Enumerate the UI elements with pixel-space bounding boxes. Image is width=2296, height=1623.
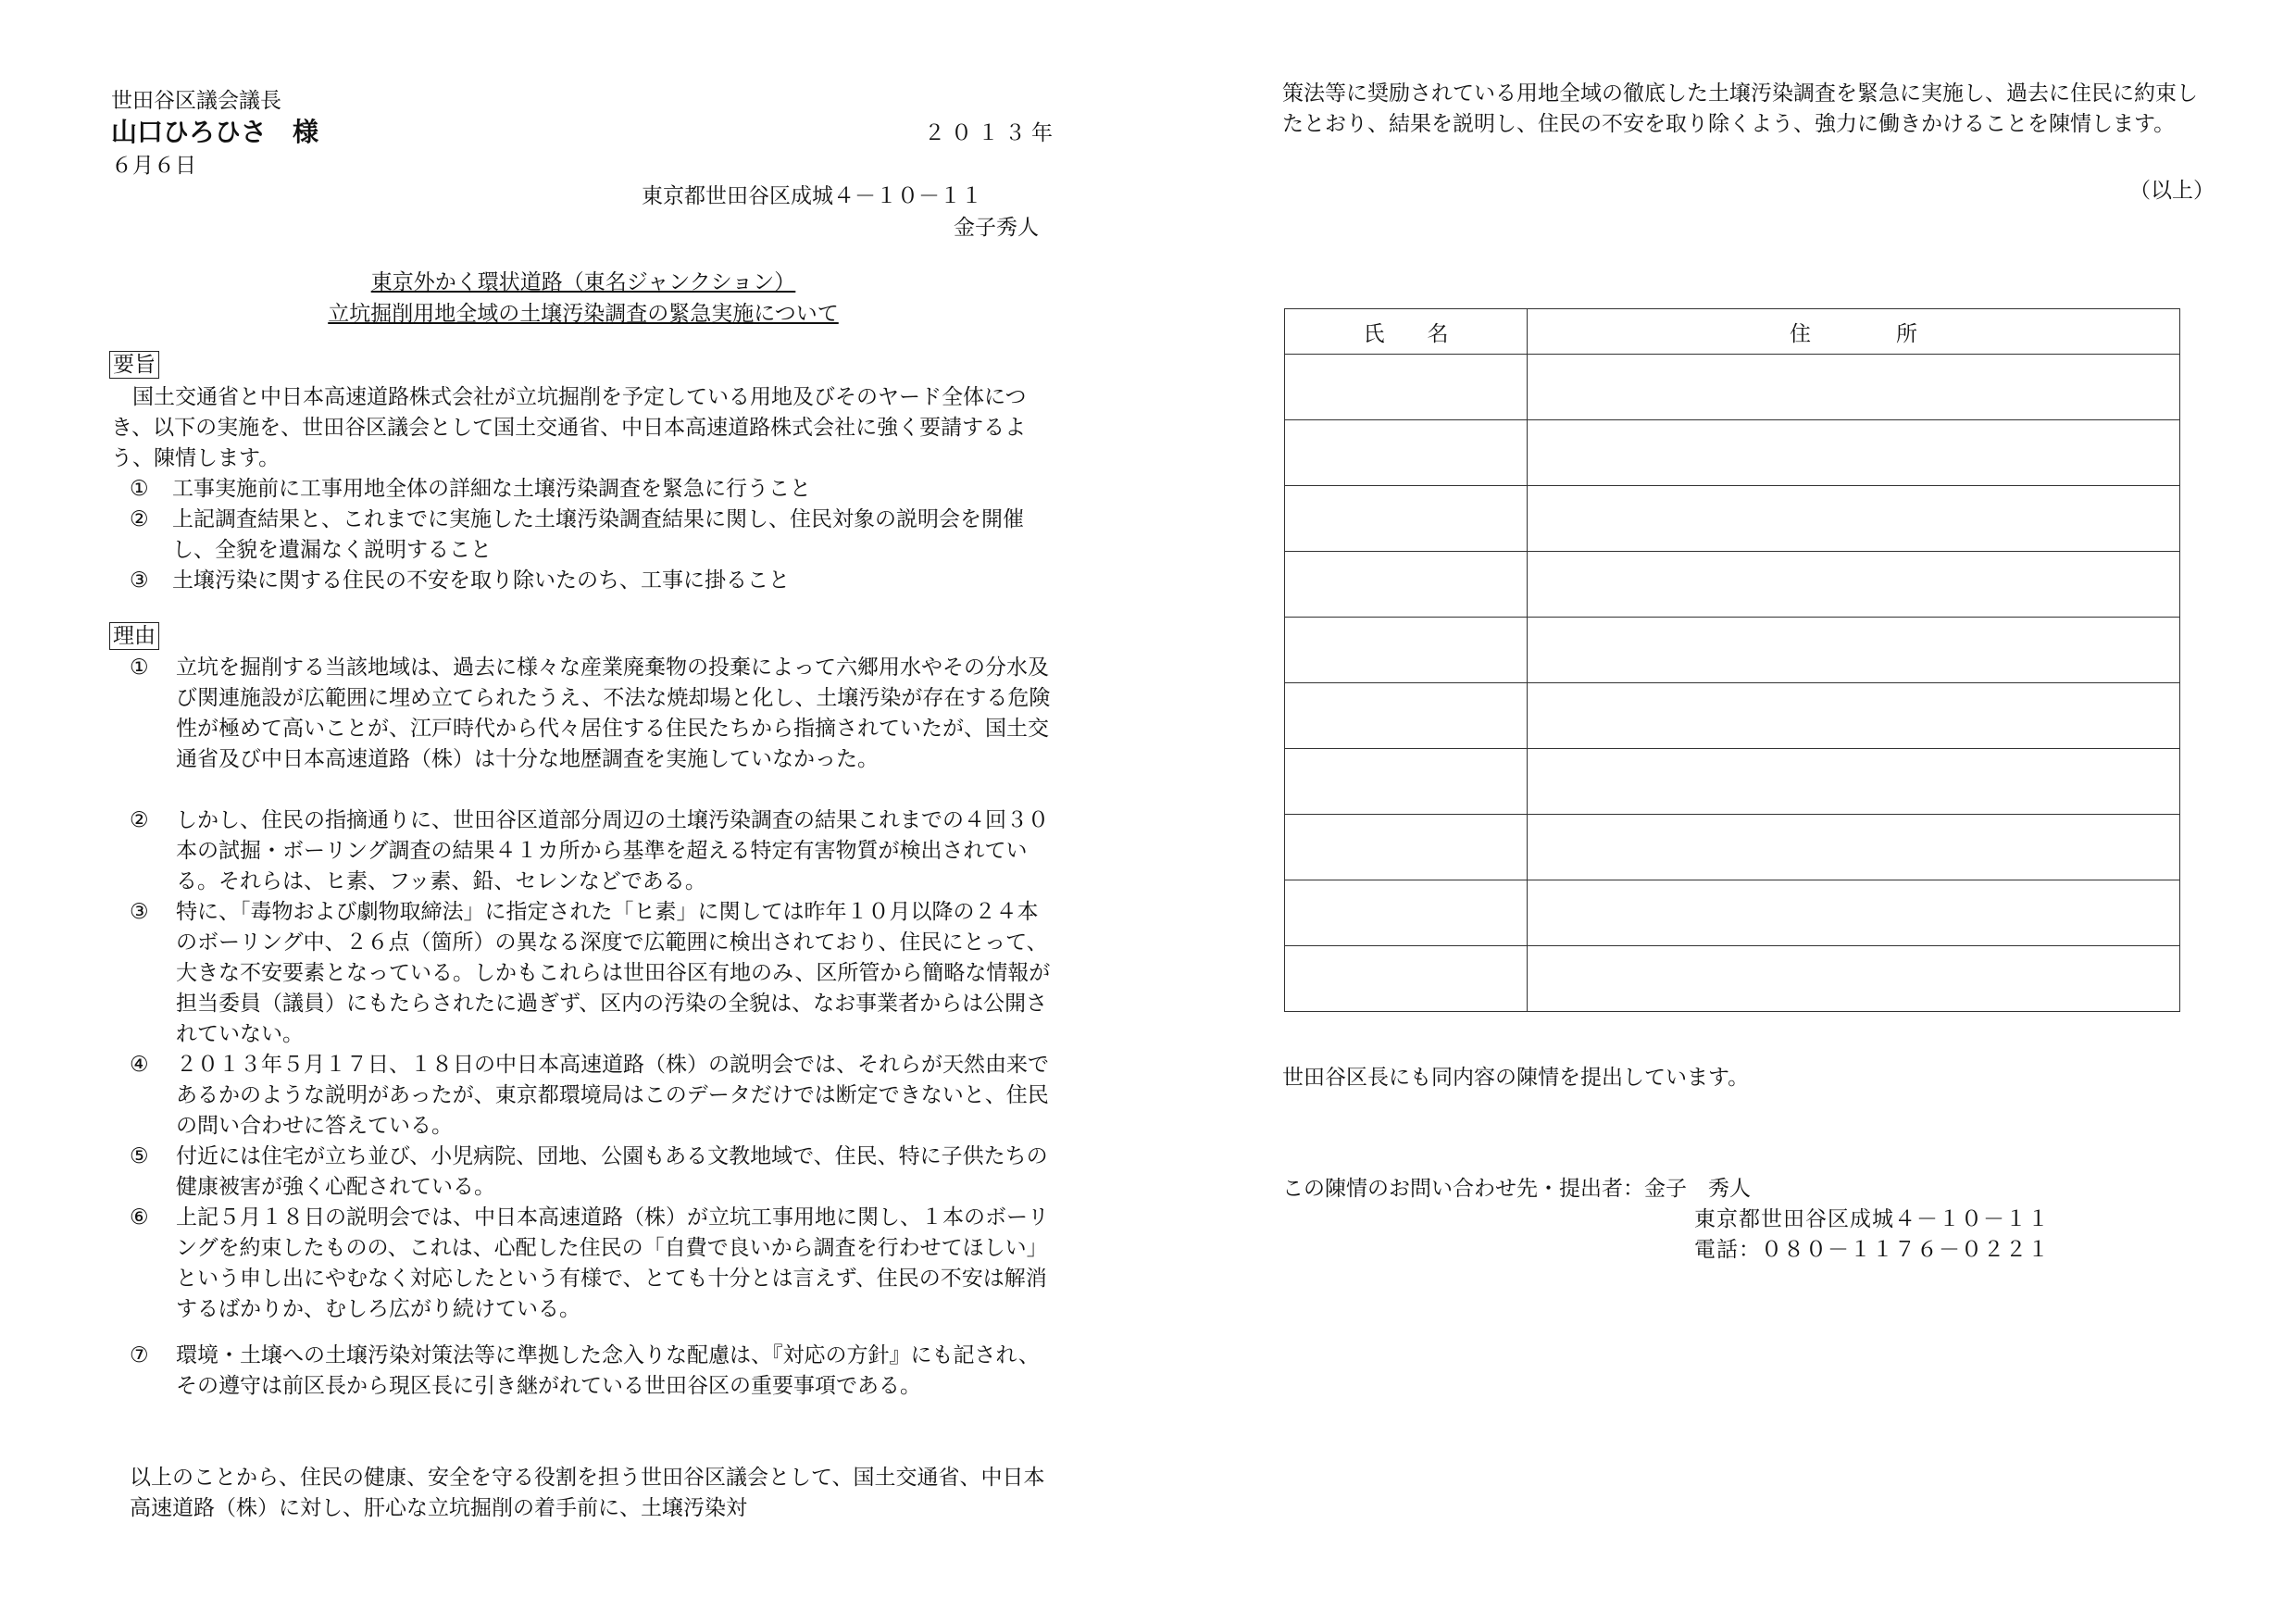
reason-item-number: ⑥: [130, 1205, 149, 1230]
same-petition-note: 世田谷区長にも同内容の陳情を提出しています。: [1282, 1066, 1750, 1090]
address-cell[interactable]: [1528, 946, 2180, 1012]
address-cell[interactable]: [1528, 880, 2180, 946]
name-cell[interactable]: [1285, 486, 1528, 552]
right-page: [1148, 0, 2296, 1623]
reason-item-number: ①: [130, 655, 149, 680]
address-cell[interactable]: [1528, 618, 2180, 683]
table-row: [1285, 749, 2180, 815]
name-cell[interactable]: [1285, 815, 1528, 880]
name-cell[interactable]: [1285, 618, 1528, 683]
reason-item-text: 付近には住宅が立ち並び、小児病院、団地、公園もある文教地域で、住民、特に子供たちの健康被害が強く心配されている。: [176, 1144, 1048, 1199]
addressee-name: 山口ひろひさ 様: [111, 117, 319, 147]
reason-item-text: しかし、住民の指摘通りに、世田谷区道部分周辺の土壌汚染調査の結果これまでの４回３０本の試掘・ボーリング調査の結果４１カ所から基準を超える特定有害物質が検出されている。それらは、ヒ素、フッ素、鉛、セレンなどである。: [176, 808, 1049, 893]
summary-item: [130, 474, 1055, 505]
reason-item-number: ②: [130, 808, 149, 832]
title-line-2-text: 立坑掘削用地全域の土壌汚染調査の緊急実施について: [328, 302, 839, 326]
reason-item-text: 特に、「毒物および劇物取締法」に指定された「ヒ素」に関しては昨年１０月以降の２４本のボーリング中、２６点（箇所）の異なる深度で広範囲に検出されており、住民にとって、大きな不安要素となっている。しかもこれらは世田谷区有地のみ、区所管から簡略な情報が担当委員（議員）にもたらされたに過ぎず、区内の汚染の全貌は、なお事業者からは公開されていない。: [176, 900, 1051, 1046]
reason-item-text: 環境・土壌への土壌汚染対策法等に準拠した念入りな配慮は、『対応の方針』にも記され、その遵守は前区長から現区長に引き継がれている世田谷区の重要事項である。: [176, 1343, 1040, 1398]
date-month-day: ６月６日: [111, 154, 196, 178]
sender-address: 東京都世田谷区成城４－１０－１１: [642, 184, 982, 208]
name-cell[interactable]: [1285, 946, 1528, 1012]
reason-item: [130, 897, 1055, 1050]
summary-item-text: 土壌汚染に関する住民の不安を取り除いたのち、工事に掛ること: [172, 568, 790, 593]
summary-item-text: 上記調査結果と、これまでに実施した土壌汚染調査結果に関し、住民対象の説明会を開催し、全貌を遺漏なく説明すること: [172, 507, 1024, 562]
reason-item: [130, 1050, 1055, 1142]
reason-item: [130, 653, 1055, 775]
title-line-1-text: 東京外かく環状道路（東名ジャンクション）: [370, 270, 796, 294]
summary-item: [130, 505, 1055, 566]
conclusion-left: 以上のことから、住民の健康、安全を守る役割を担う世田谷区議会として、国土交通省、中日本高速道路（株）に対し、肝心な立坑掘削の着手前に、土壌汚染対: [130, 1466, 1045, 1520]
reason-item-text: 立坑を掘削する当該地域は、過去に様々な産業廃棄物の投棄によって六郷用水やその分水及び関連施設が広範囲に埋め立てられたうえ、不法な焼却場と化し、土壌汚染が存在する危険性が極めて高いことが、江戸時代から代々居住する住民たちから指摘されていたが、国土交通省及び中日本高速道路（株）は十分な地歴調査を実施していなかった。: [176, 655, 1051, 771]
contact-label: この陳情のお問い合わせ先・提出者：金子 秀人: [1282, 1177, 1751, 1201]
title-line-1: [111, 265, 1055, 295]
summary-item-number: ②: [130, 507, 149, 531]
reason-item: [130, 805, 1055, 897]
address-cell[interactable]: [1528, 552, 2180, 618]
address-cell[interactable]: [1528, 420, 2180, 486]
name-cell[interactable]: [1285, 355, 1528, 420]
reason-item: [130, 1142, 1055, 1203]
address-cell[interactable]: [1528, 355, 2180, 420]
header-name: 氏 名: [1285, 309, 1528, 355]
reason-item-number: ⑤: [130, 1144, 149, 1168]
date-year: ２０１３年: [924, 121, 1058, 145]
address-cell[interactable]: [1528, 486, 2180, 552]
reason-item: [130, 1203, 1055, 1325]
reason-item: [130, 1341, 1055, 1402]
summary-label: 要旨: [109, 351, 159, 379]
table-row: [1285, 355, 2180, 420]
table-row: [1285, 946, 2180, 1012]
table-row: [1285, 618, 2180, 683]
address-cell[interactable]: [1528, 683, 2180, 749]
summary-item-text: 工事実施前に工事用地全体の詳細な土壌汚染調査を緊急に行うこと: [172, 477, 811, 501]
reason-item-number: ⑦: [130, 1343, 149, 1367]
addressee-office: 世田谷区議会議長: [111, 89, 281, 113]
table-row: [1285, 420, 2180, 486]
table-row: [1285, 880, 2180, 946]
reason-item-text: 上記５月１８日の説明会では、中日本高速道路（株）が立坑工事用地に関し、１本のボーリングを約束したものの、これは、心配した住民の「自費で良いから調査を行わせてほしい」という申し出にやむなく対応したという有様で、とても十分とは言えず、住民の不安は解消するばかりか、むしろ広がり続けている。: [176, 1205, 1049, 1321]
reasons-label: 理由: [109, 622, 159, 650]
end-mark: （以上）: [2129, 179, 2215, 203]
contact-address: 東京都世田谷区成城４－１０－１１: [1694, 1207, 2050, 1231]
address-cell[interactable]: [1528, 749, 2180, 815]
summary-item-number: ①: [130, 477, 149, 501]
conclusion-right: 策法等に奨励されている用地全域の徹底した土壌汚染調査を緊急に実施し、過去に住民に約束したとおり、結果を説明し、住民の不安を取り除くよう、強力に働きかけることを陳情します。: [1282, 81, 2198, 136]
contact-tel: 電話：０８０－１１７６－０２２１: [1694, 1238, 2050, 1262]
name-cell[interactable]: [1285, 420, 1528, 486]
header-address: 住 所: [1528, 309, 2180, 355]
title-line-2: [111, 296, 1055, 327]
name-cell[interactable]: [1285, 552, 1528, 618]
reason-item-number: ④: [130, 1053, 149, 1077]
address-cell[interactable]: [1528, 815, 2180, 880]
table-row: [1285, 552, 2180, 618]
table-row: [1285, 815, 2180, 880]
signature-table: [1284, 308, 2180, 1012]
name-cell[interactable]: [1285, 749, 1528, 815]
summary-intro: 国土交通省と中日本高速道路株式会社が立坑掘削を予定している用地及びそのヤード全体につき、以下の実施を、世田谷区議会として国土交通省、中日本高速道路株式会社に強く要請するよう、陳情します。: [111, 385, 1027, 470]
summary-item: [130, 566, 1055, 596]
summary-item-number: ③: [130, 568, 149, 593]
table-row: [1285, 683, 2180, 749]
reason-item-number: ③: [130, 900, 149, 924]
name-cell[interactable]: [1285, 683, 1528, 749]
sender-name: 金子秀人: [954, 216, 1039, 240]
name-cell[interactable]: [1285, 880, 1528, 946]
signature-table-header: [1285, 309, 2180, 355]
reason-item-text: ２０１３年５月１７日、１８日の中日本高速道路（株）の説明会では、それらが天然由来であるかのような説明があったが、東京都環境局はこのデータだけでは断定できないと、住民の問い合わせに答えている。: [176, 1053, 1049, 1138]
table-row: [1285, 486, 2180, 552]
